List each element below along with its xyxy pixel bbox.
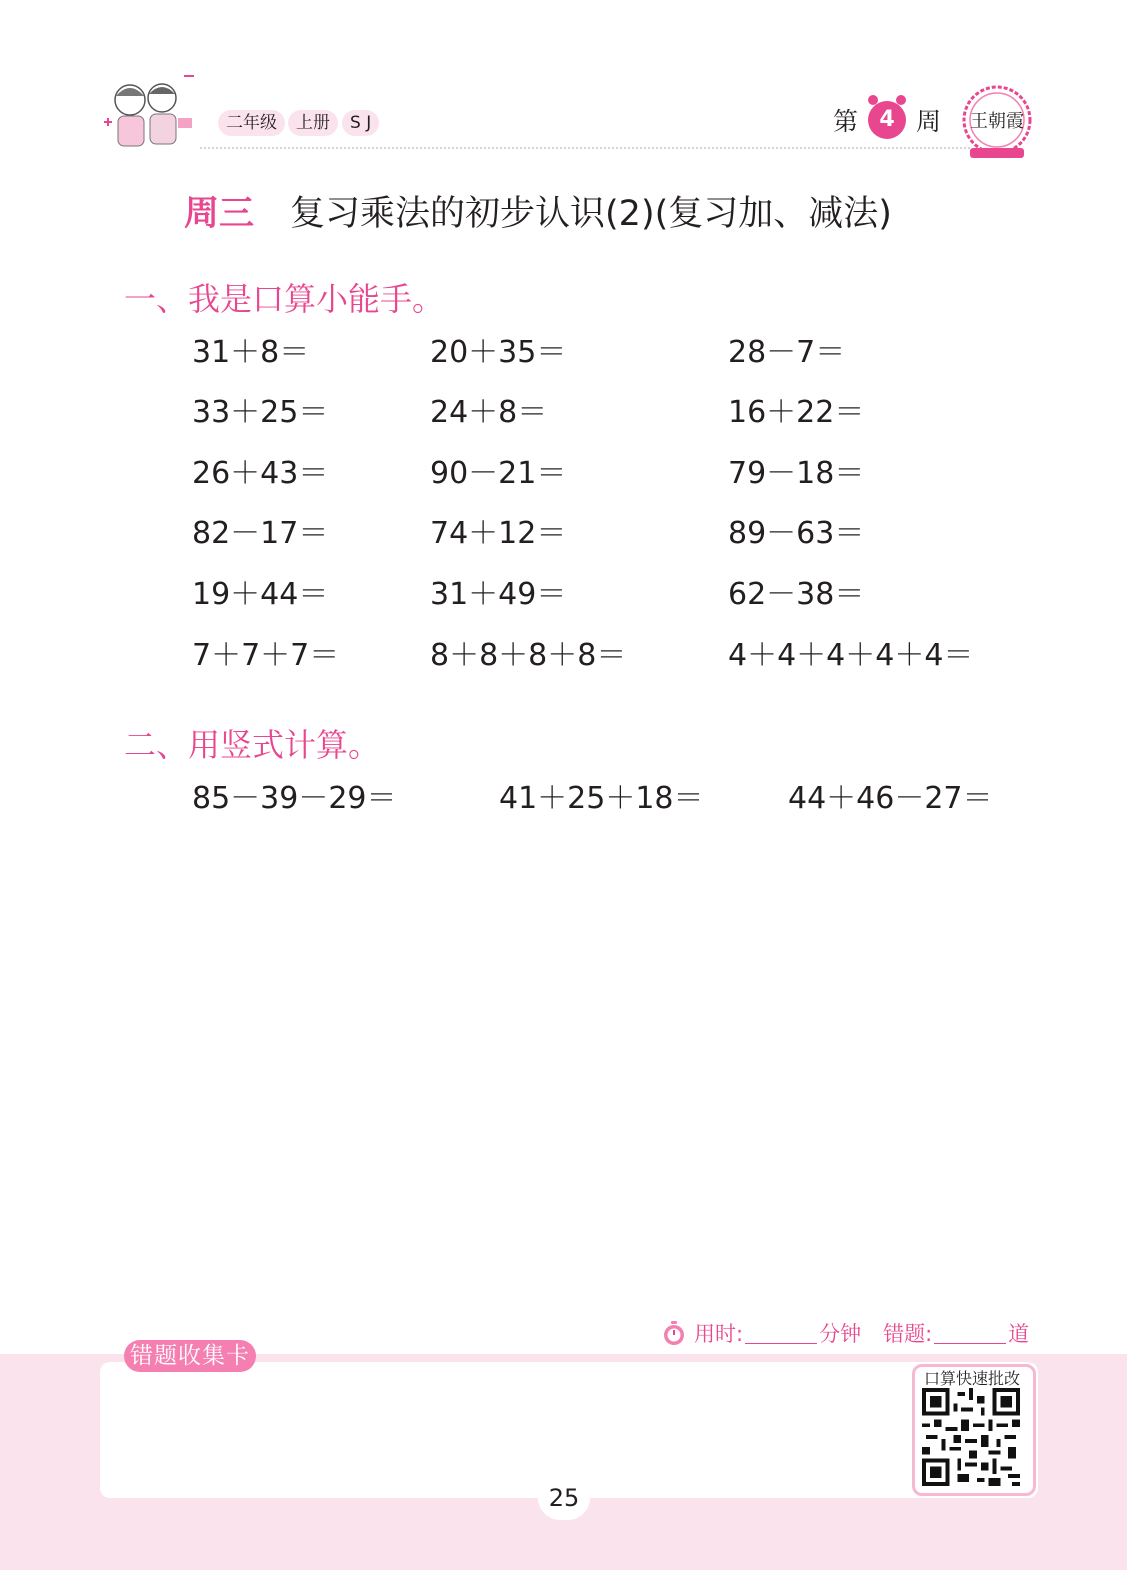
week-suffix: 周 <box>916 107 942 136</box>
problem-4-3: 89－63＝ <box>728 516 865 551</box>
cartoon-children-illustration <box>100 70 210 158</box>
time-label: 用时: <box>694 1322 744 1346</box>
vertical-problem-1: 85－39－29＝ <box>192 781 397 816</box>
brand-seal-logo <box>960 80 1034 160</box>
time-unit: 分钟 <box>819 1322 862 1346</box>
problem-6-2: 8＋8＋8＋8＝ <box>430 638 627 673</box>
title-topic: 复习乘法的初步认识(2)(复习加、减法) <box>290 194 892 234</box>
problem-2-2: 24＋8＝ <box>430 395 548 430</box>
time-blank <box>745 1323 817 1344</box>
problem-3-2: 90－21＝ <box>430 456 567 491</box>
header-divider <box>200 147 970 149</box>
problem-5-2: 31＋49＝ <box>430 577 567 612</box>
problem-1-3: 28－7＝ <box>728 335 846 370</box>
problem-4-2: 74＋12＝ <box>430 516 567 551</box>
vertical-problem-3: 44＋46－27＝ <box>788 781 993 816</box>
problem-5-1: 19＋44＝ <box>192 577 329 612</box>
svg-text:王朝霞: 王朝霞 <box>970 111 1024 132</box>
section-1-heading: 一、我是口算小能手。 <box>124 280 445 318</box>
week-number-clock-icon: 4 <box>868 101 906 139</box>
week-prefix: 第 <box>833 107 859 136</box>
title-day: 周三 <box>184 194 255 234</box>
problem-1-2: 20＋35＝ <box>430 335 567 370</box>
qr-caption: 口算快速批改 <box>923 1369 1020 1388</box>
page-title <box>184 186 892 232</box>
problem-3-3: 79－18＝ <box>728 456 865 491</box>
volume-tag: 上册 <box>288 110 338 136</box>
problem-5-3: 62－38＝ <box>728 577 865 612</box>
problem-6-1: 7＋7＋7＝ <box>192 638 340 673</box>
problem-2-1: 33＋25＝ <box>192 395 329 430</box>
grade-tag: 二年级 <box>218 110 285 136</box>
qr-code-icon[interactable] <box>922 1388 1020 1486</box>
vertical-problem-2: 41＋25＋18＝ <box>499 781 704 816</box>
section-2-heading: 二、用竖式计算。 <box>124 726 381 764</box>
errors-label: 错题: <box>883 1322 933 1346</box>
stopwatch-icon <box>660 1319 688 1347</box>
problem-1-1: 31＋8＝ <box>192 335 310 370</box>
time-and-errors-row <box>660 1318 1029 1348</box>
problem-6-3: 4＋4＋4＋4＋4＝ <box>728 638 974 673</box>
error-card-label: 错题收集卡 <box>124 1340 256 1372</box>
week-indicator <box>833 96 941 144</box>
edition-tag: S J <box>342 110 379 136</box>
problem-3-1: 26＋43＝ <box>192 456 329 491</box>
problem-4-1: 82－17＝ <box>192 516 329 551</box>
errors-unit: 道 <box>1008 1322 1030 1346</box>
page-number: 25 <box>538 1476 590 1520</box>
problem-2-3: 16＋22＝ <box>728 395 865 430</box>
errors-blank <box>934 1323 1006 1344</box>
